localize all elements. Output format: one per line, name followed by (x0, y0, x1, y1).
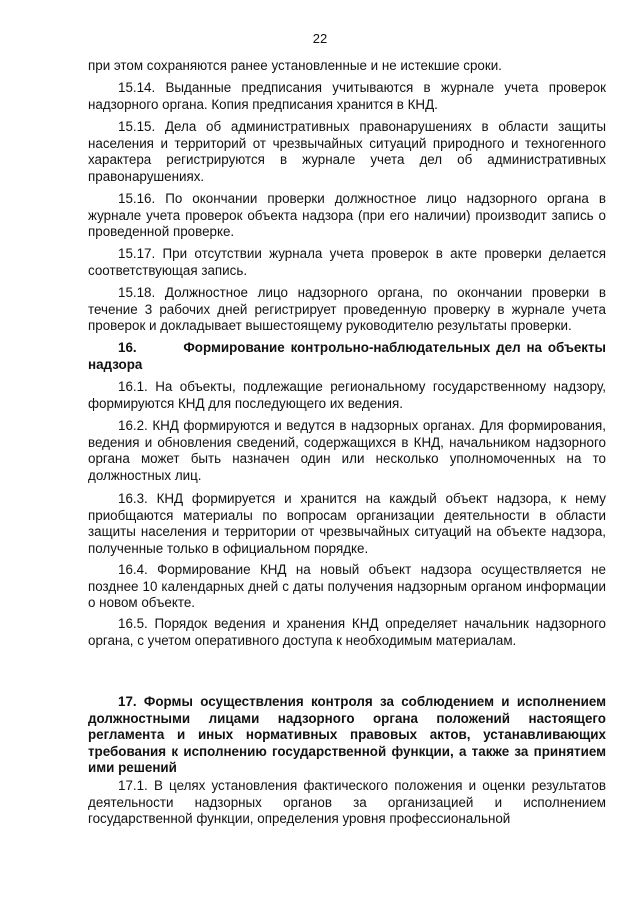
paragraph-16-2 (88, 418, 606, 484)
paragraph-text: 16.3. КНД формируется и хранится на каждый объект надзора, к нему приобщаются материалы по вопросам организации деятельности в области защиты населения и территории от чрезвычайных ситуаций на объекте надзора, полученные только в официальном порядке. (88, 491, 606, 556)
paragraph-text: 16.1. На объекты, подлежащие региональному государственному надзору, формируются КНД для последующего их ведения. (88, 379, 606, 411)
heading-text: 16. Формирование контрольно-наблюдательных дел на объекты надзора (88, 340, 610, 372)
paragraph-17-1 (88, 778, 606, 828)
paragraph-text: при этом сохраняются ранее установленные и не истекшие сроки. (88, 58, 502, 73)
paragraph-15-15 (88, 119, 606, 185)
heading-17 (88, 694, 606, 777)
paragraph-15-18 (88, 285, 606, 335)
paragraph-continuation (88, 58, 606, 75)
paragraph-text: 15.18. Должностное лицо надзорного органа, по окончании проверки в течение 3 рабочих дней регистрирует проведенную проверку в журнале учета проверок и докладывает вышестоящему руководителю результаты проверки. (88, 285, 606, 334)
page-number: 22 (312, 31, 328, 46)
paragraph-16-3 (88, 491, 606, 557)
paragraph-16-4 (88, 562, 606, 612)
paragraph-15-14 (88, 80, 606, 113)
heading-16 (88, 340, 610, 373)
paragraph-text: 16.2. КНД формируются и ведутся в надзорных органах. Для формирования, ведения и обновления сведений, содержащихся в КНД, начальником надзорного органа может быть назначен один или несколько уполномоченных на то должностных лиц. (88, 418, 606, 483)
paragraph-15-17 (88, 246, 606, 279)
paragraph-text: 15.15. Дела об административных правонарушениях в области защиты населения и территорий от чрезвычайных ситуаций природного и техногенного характера регистрируются в журнале учета дел об административных правонарушениях. (88, 119, 606, 184)
paragraph-16-5 (88, 616, 606, 649)
heading-text: 17. Формы осуществления контроля за соблюдением и исполнением должностными лицами надзорного органа положений настоящего регламента и иных нормативных правовых актов, устанавливающих требования к исполнению государственной функции, а также за принятием ими решений (88, 694, 606, 776)
paragraph-text: 16.5. Порядок ведения и хранения КНД определяет начальник надзорного органа, с учетом оперативного доступа к необходимым материалам. (88, 616, 606, 648)
paragraph-text: 17.1. В целях установления фактического положения и оценки результатов деятельности надзорных органов за организацией и исполнением государственной функции, определения уровня профессиональной (88, 778, 606, 827)
paragraph-16-1 (88, 379, 606, 412)
paragraph-text: 15.17. При отсутствии журнала учета проверок в акте проверки делается соответствующая запись. (88, 246, 606, 278)
paragraph-15-16 (88, 191, 606, 241)
paragraph-text: 15.16. По окончании проверки должностное лицо надзорного органа в журнале учета проверок объекта надзора (при его наличии) производит запись о проведенной проверке. (88, 191, 606, 240)
paragraph-text: 16.4. Формирование КНД на новый объект надзора осуществляется не позднее 10 календарных дней с даты получения надзорным органом информации о новом объекте. (88, 562, 606, 611)
paragraph-text: 15.14. Выданные предписания учитываются в журнале учета проверок надзорного органа. Копия предписания хранится в КНД. (88, 80, 606, 112)
